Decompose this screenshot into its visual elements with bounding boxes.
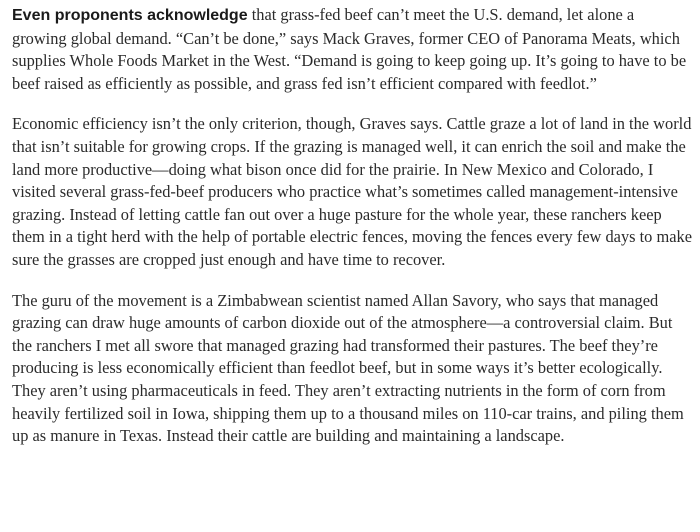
lead-in-text: Even proponents acknowledge (12, 7, 248, 24)
article-body (12, 4, 692, 466)
paragraph-2: Economic efficiency isn’t the only criterion, though, Graves says. Cattle graze a lot of land in the world that isn’t suitable for growing crops. If the grazing is managed well, it can enrich the soil and make the land more productive—doing what bison once did for the prairie. In New Mexico and Colorado, I visited several grass-fed-beef producers who practice what’s sometimes called management-intensive grazing. Instead of letting cattle fan out over a huge pasture for the whole year, these ranchers keep them in a tight herd with the help of portable electric fences, moving the fences every few days to make sure the grasses are cropped just enough and have time to recover. (12, 114, 692, 269)
paragraph-3: The guru of the movement is a Zimbabwean scientist named Allan Savory, who says that managed grazing can draw huge amounts of carbon dioxide out of the atmosphere—a controversial claim. But the ranchers I met all swore that managed grazing had transformed their pastures. The beef they’re producing is less economically efficient than feedlot beef, but in some ways it’s better ecologically. They aren’t using pharmaceuticals in feed. They aren’t extracting nutrients in the form of corn from heavily fertilized soil in Iowa, shipping them up to a thousand miles on 110-car trains, and piling them up as manure in Texas. Instead their cattle are building and maintaining a landscape. (12, 290, 684, 446)
paragraph-1 (12, 4, 692, 95)
paragraph-1-text: that grass-fed beef can’t meet the U.S. demand, let alone a growing global demand. “Can’t be done,” says Mack Graves, former CEO of Panorama Meats, which supplies Whole Foods Market in the West. “Demand is going to keep going up. It’s going to have to be beef raised as efficiently as possible, and grass fed isn’t efficient compared with feedlot.” (12, 5, 687, 93)
